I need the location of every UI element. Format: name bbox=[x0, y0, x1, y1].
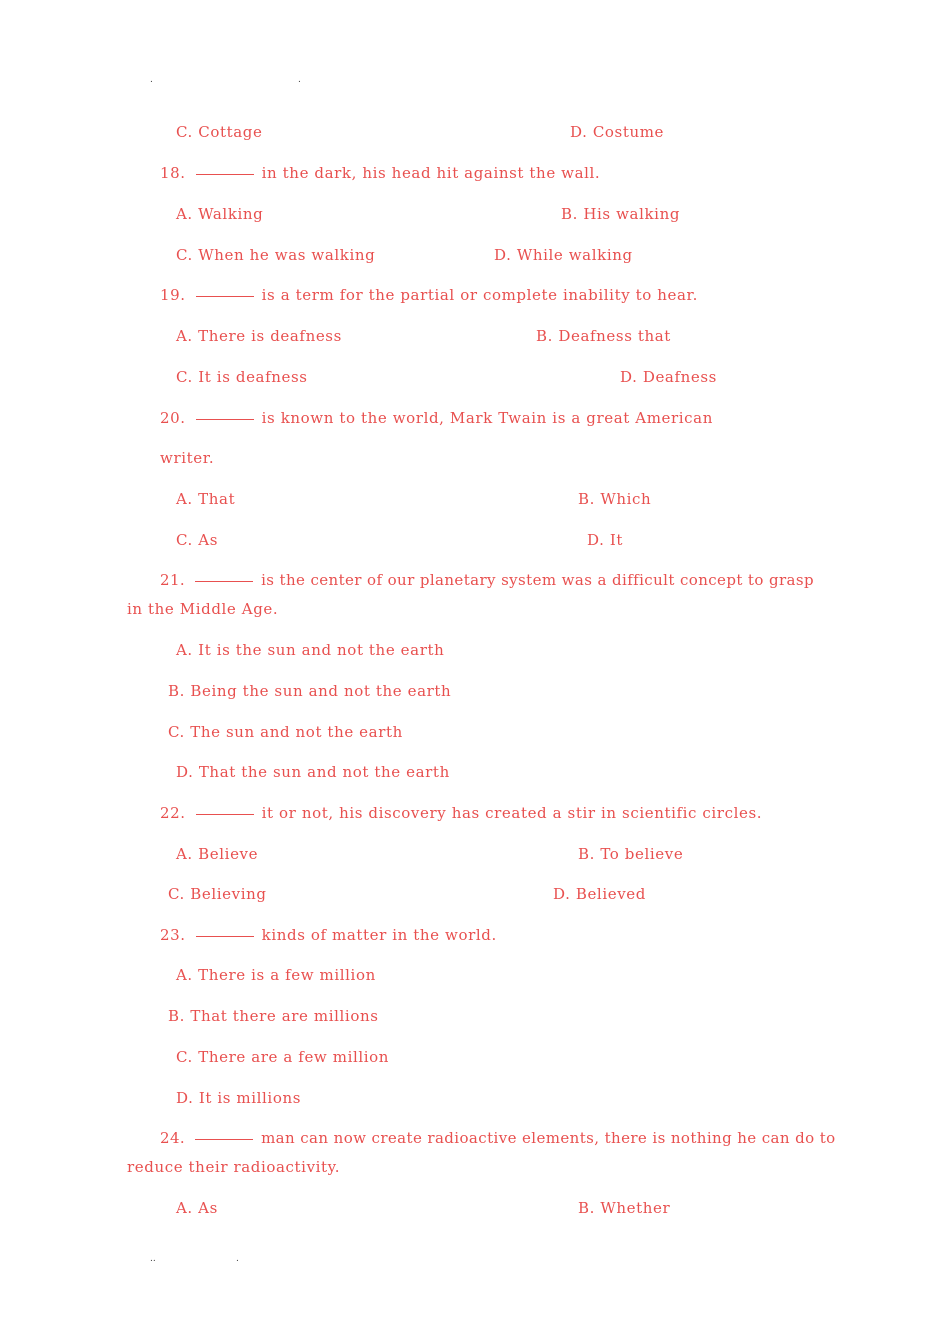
footer-mark-left: .. bbox=[150, 1254, 156, 1264]
question-text: is the center of our planetary system was a difficult concept to grasp bbox=[261, 571, 814, 589]
question-number: 24. bbox=[160, 1129, 186, 1147]
q22-option-c: C. Believing bbox=[168, 885, 267, 903]
q20-option-a: A. That bbox=[176, 490, 236, 508]
answer-blank bbox=[196, 419, 254, 420]
q21-stem bbox=[160, 571, 814, 589]
q18-stem bbox=[160, 164, 600, 182]
question-text: is known to the world, Mark Twain is a great American bbox=[261, 409, 713, 427]
q18-option-d: D. While walking bbox=[494, 246, 633, 264]
q19-option-d: D. Deafness bbox=[620, 368, 717, 386]
q23-stem bbox=[160, 926, 497, 944]
header-mark-left: . bbox=[150, 75, 153, 85]
question-text: in the dark, his head hit against the wall. bbox=[261, 164, 601, 182]
question-text: kinds of matter in the world. bbox=[261, 926, 497, 944]
q20-stem bbox=[160, 409, 713, 427]
answer-blank bbox=[196, 174, 254, 175]
q22-stem bbox=[160, 804, 762, 822]
question-text: man can now create radioactive elements, there is nothing he can do to bbox=[261, 1129, 836, 1147]
q20-option-d: D. It bbox=[587, 531, 623, 549]
q20-option-b: B. Which bbox=[578, 490, 652, 508]
header-mark-right: . bbox=[298, 75, 301, 85]
question-number: 20. bbox=[160, 409, 186, 427]
q24-option-a: A. As bbox=[176, 1199, 218, 1217]
q23-option-c: C. There are a few million bbox=[176, 1048, 390, 1066]
q21-option-d: D. That the sun and not the earth bbox=[176, 763, 450, 781]
q21-option-c: C. The sun and not the earth bbox=[168, 723, 403, 741]
q23-option-d: D. It is millions bbox=[176, 1089, 302, 1107]
question-number: 19. bbox=[160, 286, 186, 304]
answer-blank bbox=[195, 1139, 253, 1140]
q21-option-b: B. Being the sun and not the earth bbox=[168, 682, 452, 700]
q18-option-b: B. His walking bbox=[561, 205, 681, 223]
question-text: it or not, his discovery has created a stir in scientific circles. bbox=[261, 804, 763, 822]
answer-blank bbox=[196, 936, 254, 937]
question-number: 22. bbox=[160, 804, 186, 822]
question-number: 21. bbox=[160, 571, 186, 589]
question-number: 23. bbox=[160, 926, 186, 944]
answer-blank bbox=[195, 581, 253, 582]
q21-stem-continued: in the Middle Age. bbox=[127, 600, 279, 618]
q22-option-d: D. Believed bbox=[553, 885, 646, 903]
q22-option-a: A. Believe bbox=[176, 845, 259, 863]
q21-option-a: A. It is the sun and not the earth bbox=[176, 641, 445, 659]
q20-option-c: C. As bbox=[176, 531, 219, 549]
q18-option-c: C. When he was walking bbox=[176, 246, 376, 264]
q24-stem-continued: reduce their radioactivity. bbox=[127, 1158, 341, 1176]
question-number: 18. bbox=[160, 164, 186, 182]
footer-mark-right: . bbox=[236, 1254, 239, 1264]
q19-option-c: C. It is deafness bbox=[176, 368, 308, 386]
q17-option-c: C. Cottage bbox=[176, 123, 263, 141]
answer-blank bbox=[196, 296, 254, 297]
q19-stem bbox=[160, 286, 698, 304]
q23-option-a: A. There is a few million bbox=[176, 966, 376, 984]
question-text: is a term for the partial or complete inability to hear. bbox=[261, 286, 699, 304]
q17-option-d: D. Costume bbox=[570, 123, 665, 141]
answer-blank bbox=[196, 814, 254, 815]
q23-option-b: B. That there are millions bbox=[168, 1007, 379, 1025]
q24-option-b: B. Whether bbox=[578, 1199, 671, 1217]
q22-option-b: B. To believe bbox=[578, 845, 684, 863]
q18-option-a: A. Walking bbox=[176, 205, 264, 223]
q19-option-b: B. Deafness that bbox=[536, 327, 671, 345]
q19-option-a: A. There is deafness bbox=[176, 327, 342, 345]
q24-stem bbox=[160, 1129, 836, 1147]
q20-stem-continued: writer. bbox=[160, 449, 215, 467]
